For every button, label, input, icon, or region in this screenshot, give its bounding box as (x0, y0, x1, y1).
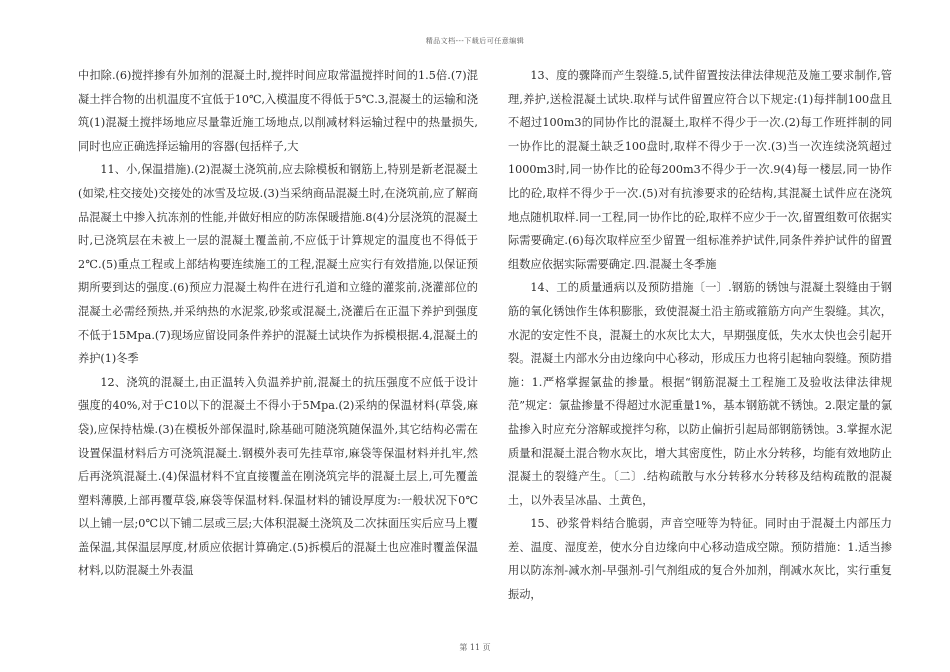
paragraph: 13、度的骤降而产生裂缝.5,试件留置按法律法律规范及施工要求制作,管理,养护,送检混凝土试块.取样与试件留置应符合以下规定:(1)每拌制100盘且不超过100m3的同协作比的混凝土,取样不得少于一次.(2)每工作班拌制的同一协作比的混凝土缺乏100盘时,取样不得少于一次.(3)当一次连续浇筑超过1000m3时,同一协作比的砼每200m3不得少于一次.9(4)每一楼层,同一协作比的砼,取样不得少于一次.(5)对有抗渗要求的砼结构,其混凝土试件应在浇筑地点随机取样.同一工程,同一协作比的砼,取样不应少于一次,留置组数可依据实际需要确定.(6)每次取样应至少留置一组标准养护试件,同条件养护试件的留置组数应依据实际需要确定.四.混凝土冬季施 (508, 69, 892, 271)
paragraph: 中扣除.(6)搅拌掺有外加剂的混凝土时,搅拌时间应取常温搅拌时间的1.5倍.(7)混凝土拌合物的出机温度不宜低于10℃,入模温度不得低于5℃.3,混凝土的运输和浇筑(1)混凝土搅拌场地应尽量靠近施工场地点,以削减材料运输过程中的热量损失,同时也应正确选择运输用的容器(包括样子,大 (78, 69, 478, 153)
page-number: 第 11 页 (459, 643, 491, 652)
paragraph: 11、小,保温措施).(2)混凝土浇筑前,应去除模板和钢筋上,特别是新老混凝土(如梁,柱交接处)交接处的冰雪及垃圾.(3)当采纳商品混凝土时,在浇筑前,应了解商品混凝土中掺入抗冻剂的性能,并做好相应的防冻保暖措施.8(4)分层浇筑的混凝土时,已浇筑层在未被上一层的混凝土覆盖前,不应低于计算规定的温度也不得低于2℃.(5)重点工程或上部结构要连续施工的工程,混凝土应实行有效措施,以保证预期所要到达的强度.(6)预应力混凝土构件在进行孔道和立缝的灌浆前,浇灌部位的混凝土必需经预热,并采纳热的水泥浆,砂浆或混凝土,浇灌后在正温下养护到强度不低于15Mpa.(7)现场应留设同条件养护的混凝土试块作为拆模根据.4,混凝土的养护(1)冬季 (78, 163, 478, 366)
paragraph: 14、工的质量通病以及预防措施〔一〕.钢筋的锈蚀与混凝土裂缝由于钢筋的氧化锈蚀作生体积膨胀，致使混凝土沿主筋或箍筋方向产生裂缝。其次，水泥的安定性不良，混凝土的水灰比太大，早期强度低，失水太快也会引起开裂。混凝土内部水分由边缘向中心移动，形成压力也将引起轴向裂缝。预防措施：1.严格掌握氯盐的掺量。根据“钢筋混凝土工程施工及验收法律法律规范”规定：氯盐掺量不得超过水泥重量1%，基本钢筋就不锈蚀。2.限定量的氯盐掺入时应充分溶解或搅拌匀称，以防止偏折引起局部钢筋锈蚀。3.掌握水泥质量和混凝土混合物水灰比，增大其密度性，防止水分转移，均能有效地防止混凝土的裂缝产生。〔二〕.结构疏散与水分转移水分转移及结构疏散的混凝土，以外表呈冰晶、土黄色， (508, 281, 892, 507)
paragraph: 12、浇筑的混凝土,由正温转入负温养护前,混凝土的抗压强度不应低于设计强度的40%,对于C10以下的混凝土不得小于5Mpa.(2)采纳的保温材料(草袋,麻袋),应保持枯燥.(3)在模板外部保温时,除基础可随浇筑随保温外,其它结构必需在设置保温材料后方可浇筑混凝土.钢模外表可先挂草帘,麻袋等保温材料并扎牢,然后再浇筑混凝土.(4)保温材料不宜直接覆盖在刚浇筑完毕的混凝土层上,可先覆盖塑料薄膜,上部再覆草袋,麻袋等保温材料.保温材料的铺设厚度为:一般状况下0℃以上铺一层;0℃以下铺二层或三层;大体积混凝土浇筑及二次抹面压实后应马上覆盖保温,其保温层厚度,材质应依据计算确定.(5)拆模后的混凝土也应准时覆盖保温材料,以防混凝土外表温 (78, 375, 478, 578)
page-header-note: 精品文档---下载后可任意编辑 (425, 37, 525, 45)
paragraph: 15、砂浆骨料结合脆弱，声音空哑等为特征。同时由于混凝土内部压力差、温度、湿度差，使水分自边缘向中心移动造成空隙。预防措施：1.适当掺用以防冻剂-减水剂-早强剂-引气剂组成的复合外加剂，削减水灰比，实行重复振动， (508, 517, 892, 602)
left-text-column (78, 64, 478, 583)
right-text-column (508, 64, 892, 607)
